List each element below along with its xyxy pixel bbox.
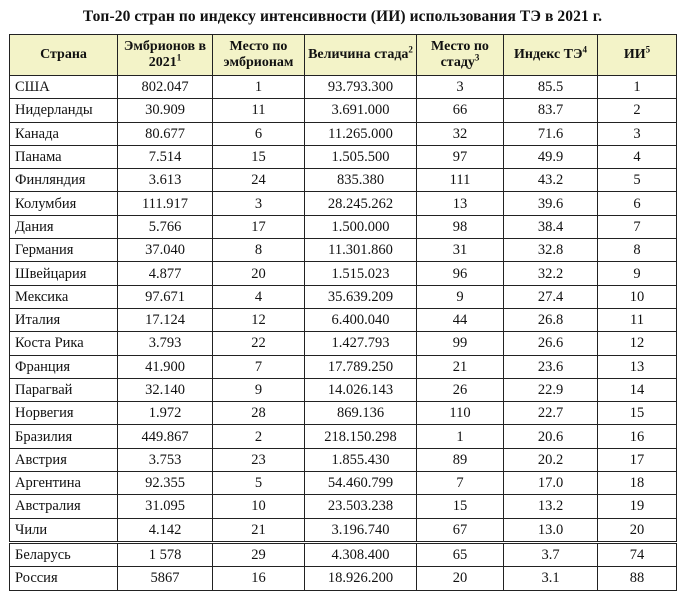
value-cell: 3 (213, 192, 305, 215)
value-cell: 31.095 (118, 495, 213, 518)
value-cell: 7 (213, 355, 305, 378)
value-cell: 110 (417, 402, 504, 425)
value-cell: 3.793 (118, 332, 213, 355)
value-cell: 28.245.262 (305, 192, 417, 215)
value-cell: 80.677 (118, 122, 213, 145)
value-cell: 10 (213, 495, 305, 518)
value-cell: 1 (417, 425, 504, 448)
value-cell: 9 (213, 378, 305, 401)
countries-table (9, 34, 677, 591)
value-cell: 7 (417, 472, 504, 495)
value-cell: 1.855.430 (305, 448, 417, 471)
value-cell: 3.613 (118, 169, 213, 192)
value-cell: 98 (417, 215, 504, 238)
value-cell: 1.427.793 (305, 332, 417, 355)
footnote-marker: 3 (474, 52, 480, 63)
value-cell: 14.026.143 (305, 378, 417, 401)
value-cell: 26.8 (504, 308, 598, 331)
value-cell: 89 (417, 448, 504, 471)
table-row (10, 518, 677, 542)
value-cell: 43.2 (504, 169, 598, 192)
value-cell: 12 (213, 308, 305, 331)
value-cell: 92.355 (118, 472, 213, 495)
table-row (10, 567, 677, 590)
value-cell: 88 (598, 567, 677, 590)
value-cell: 1 578 (118, 542, 213, 566)
value-cell: 26.6 (504, 332, 598, 355)
country-cell: Франция (10, 355, 118, 378)
footnote-marker: 4 (582, 44, 588, 55)
value-cell: 20 (213, 262, 305, 285)
value-cell: 32 (417, 122, 504, 145)
value-cell: 9 (417, 285, 504, 308)
value-cell: 5 (598, 169, 677, 192)
country-cell: Россия (10, 567, 118, 590)
table-row (10, 99, 677, 122)
value-cell: 1.972 (118, 402, 213, 425)
table-row (10, 192, 677, 215)
value-cell: 3.7 (504, 542, 598, 566)
country-cell: Мексика (10, 285, 118, 308)
value-cell: 66 (417, 99, 504, 122)
country-cell: Швейцария (10, 262, 118, 285)
value-cell: 17 (598, 448, 677, 471)
value-cell: 39.6 (504, 192, 598, 215)
value-cell: 93.793.300 (305, 76, 417, 99)
table-row (10, 122, 677, 145)
value-cell: 97.671 (118, 285, 213, 308)
value-cell: 16 (213, 567, 305, 590)
value-cell: 19 (598, 495, 677, 518)
value-cell: 18.926.200 (305, 567, 417, 590)
value-cell: 15 (417, 495, 504, 518)
table-row (10, 262, 677, 285)
value-cell: 96 (417, 262, 504, 285)
value-cell: 20.2 (504, 448, 598, 471)
value-cell: 4 (598, 145, 677, 168)
column-header (213, 35, 305, 76)
value-cell: 1 (598, 76, 677, 99)
country-cell: Германия (10, 239, 118, 262)
value-cell: 17.124 (118, 308, 213, 331)
value-cell: 99 (417, 332, 504, 355)
country-cell: Австралия (10, 495, 118, 518)
value-cell: 7.514 (118, 145, 213, 168)
table-row (10, 169, 677, 192)
value-cell: 3.1 (504, 567, 598, 590)
value-cell: 22.9 (504, 378, 598, 401)
column-header (118, 35, 213, 76)
value-cell: 14 (598, 378, 677, 401)
value-cell: 23.503.238 (305, 495, 417, 518)
value-cell: 20.6 (504, 425, 598, 448)
value-cell: 18 (598, 472, 677, 495)
value-cell: 802.047 (118, 76, 213, 99)
table-row (10, 308, 677, 331)
value-cell: 28 (213, 402, 305, 425)
column-header (504, 35, 598, 76)
value-cell: 4.308.400 (305, 542, 417, 566)
country-cell: Колумбия (10, 192, 118, 215)
table-title: Топ-20 стран по индексу интенсивности (ИИ) использования ТЭ в 2021 г. (82, 8, 603, 25)
value-cell: 111 (417, 169, 504, 192)
column-header (305, 35, 417, 76)
value-cell: 2 (598, 99, 677, 122)
value-cell: 97 (417, 145, 504, 168)
value-cell: 13.2 (504, 495, 598, 518)
value-cell: 11.301.860 (305, 239, 417, 262)
value-cell: 1.515.023 (305, 262, 417, 285)
value-cell: 71.6 (504, 122, 598, 145)
column-header-label: Эмбрионов в 2021 (123, 39, 207, 70)
value-cell: 22.7 (504, 402, 598, 425)
value-cell: 218.150.298 (305, 425, 417, 448)
country-cell: Австрия (10, 448, 118, 471)
country-cell: Парагвай (10, 378, 118, 401)
value-cell: 32.2 (504, 262, 598, 285)
value-cell: 4.877 (118, 262, 213, 285)
table-row (10, 215, 677, 238)
table-row (10, 285, 677, 308)
value-cell: 38.4 (504, 215, 598, 238)
value-cell: 20 (598, 518, 677, 542)
country-cell: Бразилия (10, 425, 118, 448)
value-cell: 31 (417, 239, 504, 262)
value-cell: 41.900 (118, 355, 213, 378)
value-cell: 1.500.000 (305, 215, 417, 238)
column-header-label: Место по стаду (431, 39, 489, 70)
country-cell: Норвегия (10, 402, 118, 425)
value-cell: 20 (417, 567, 504, 590)
column-header (598, 35, 677, 76)
table-row (10, 355, 677, 378)
footnote-marker: 1 (176, 52, 182, 63)
value-cell: 13 (598, 355, 677, 378)
value-cell: 27.4 (504, 285, 598, 308)
value-cell: 3 (417, 76, 504, 99)
value-cell: 3.691.000 (305, 99, 417, 122)
value-cell: 5867 (118, 567, 213, 590)
value-cell: 3.196.740 (305, 518, 417, 542)
column-header-label: Индекс ТЭ (513, 47, 583, 62)
value-cell: 17.0 (504, 472, 598, 495)
value-cell: 15 (598, 402, 677, 425)
table-row (10, 332, 677, 355)
country-cell: Канада (10, 122, 118, 145)
value-cell: 1.505.500 (305, 145, 417, 168)
table-row (10, 448, 677, 471)
country-cell: Беларусь (10, 542, 118, 566)
country-cell: Панама (10, 145, 118, 168)
footnote-marker: 2 (408, 44, 413, 55)
value-cell: 3 (598, 122, 677, 145)
column-header (10, 35, 118, 76)
value-cell: 7 (598, 215, 677, 238)
table-row (10, 378, 677, 401)
value-cell: 11.265.000 (305, 122, 417, 145)
value-cell: 8 (213, 239, 305, 262)
value-cell: 13.0 (504, 518, 598, 542)
value-cell: 67 (417, 518, 504, 542)
value-cell: 54.460.799 (305, 472, 417, 495)
value-cell: 4.142 (118, 518, 213, 542)
value-cell: 835.380 (305, 169, 417, 192)
value-cell: 65 (417, 542, 504, 566)
value-cell: 17 (213, 215, 305, 238)
value-cell: 10 (598, 285, 677, 308)
country-cell: Италия (10, 308, 118, 331)
value-cell: 15 (213, 145, 305, 168)
column-header-label: Место по эмбрионам (223, 39, 294, 70)
value-cell: 22 (213, 332, 305, 355)
value-cell: 23 (213, 448, 305, 471)
value-cell: 6 (213, 122, 305, 145)
table-row (10, 145, 677, 168)
value-cell: 85.5 (504, 76, 598, 99)
value-cell: 12 (598, 332, 677, 355)
table-row (10, 76, 677, 99)
table-body (10, 76, 677, 591)
table-row (10, 239, 677, 262)
value-cell: 29 (213, 542, 305, 566)
value-cell: 11 (213, 99, 305, 122)
value-cell: 21 (213, 518, 305, 542)
table-row (10, 402, 677, 425)
country-cell: Нидерланды (10, 99, 118, 122)
value-cell: 74 (598, 542, 677, 566)
value-cell: 13 (417, 192, 504, 215)
country-cell: Финляндия (10, 169, 118, 192)
value-cell: 23.6 (504, 355, 598, 378)
value-cell: 30.909 (118, 99, 213, 122)
value-cell: 5.766 (118, 215, 213, 238)
value-cell: 21 (417, 355, 504, 378)
value-cell: 6 (598, 192, 677, 215)
value-cell: 35.639.209 (305, 285, 417, 308)
country-cell: Дания (10, 215, 118, 238)
value-cell: 111.917 (118, 192, 213, 215)
value-cell: 8 (598, 239, 677, 262)
column-header-label: Страна (40, 47, 87, 62)
country-cell: Коста Рика (10, 332, 118, 355)
value-cell: 1 (213, 76, 305, 99)
country-cell: США (10, 76, 118, 99)
value-cell: 9 (598, 262, 677, 285)
value-cell: 24 (213, 169, 305, 192)
value-cell: 83.7 (504, 99, 598, 122)
table-row (10, 425, 677, 448)
column-header-label: ИИ (623, 47, 646, 62)
value-cell: 5 (213, 472, 305, 495)
value-cell: 32.140 (118, 378, 213, 401)
table-row (10, 472, 677, 495)
value-cell: 2 (213, 425, 305, 448)
column-header-label: Величина стада (308, 47, 409, 62)
country-cell: Чили (10, 518, 118, 542)
value-cell: 869.136 (305, 402, 417, 425)
header-row (10, 35, 677, 76)
value-cell: 16 (598, 425, 677, 448)
value-cell: 44 (417, 308, 504, 331)
value-cell: 4 (213, 285, 305, 308)
table-row (10, 495, 677, 518)
value-cell: 26 (417, 378, 504, 401)
value-cell: 32.8 (504, 239, 598, 262)
value-cell: 11 (598, 308, 677, 331)
value-cell: 17.789.250 (305, 355, 417, 378)
value-cell: 3.753 (118, 448, 213, 471)
value-cell: 449.867 (118, 425, 213, 448)
value-cell: 6.400.040 (305, 308, 417, 331)
value-cell: 37.040 (118, 239, 213, 262)
value-cell: 49.9 (504, 145, 598, 168)
country-cell: Аргентина (10, 472, 118, 495)
footnote-marker: 5 (645, 44, 651, 55)
column-header (417, 35, 504, 76)
table-row (10, 542, 677, 566)
